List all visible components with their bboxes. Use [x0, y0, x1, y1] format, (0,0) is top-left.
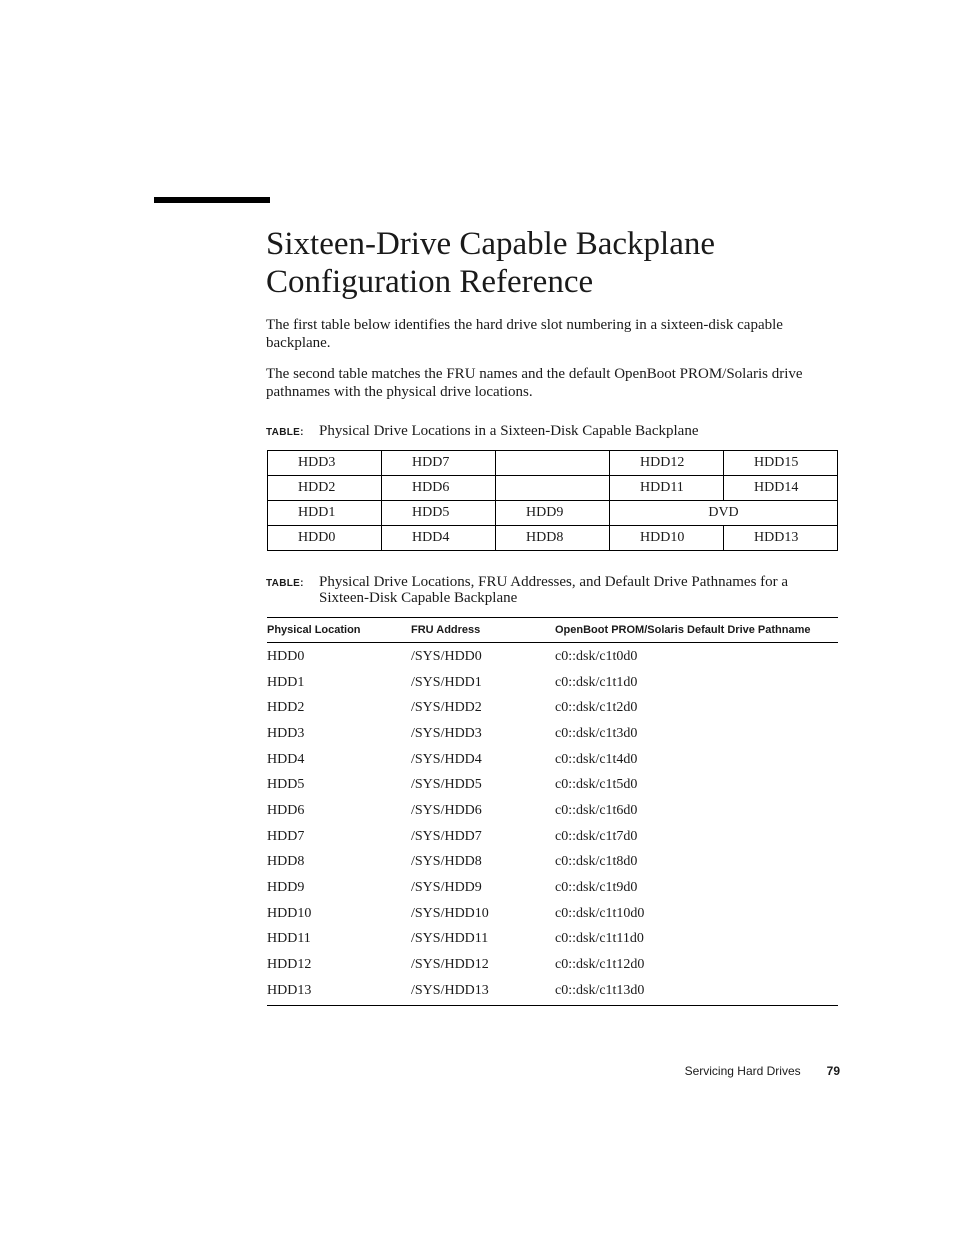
grid-row	[268, 501, 838, 526]
grid-cell: HDD10	[610, 526, 724, 551]
grid-cell: HDD2	[268, 476, 382, 501]
fru-address-cell: /SYS/HDD4	[411, 751, 482, 767]
table2-caption	[266, 574, 838, 606]
table-row	[267, 721, 838, 747]
grid-row	[268, 526, 838, 551]
table-row	[267, 978, 838, 1004]
drive-pathname-cell: c0::dsk/c1t11d0	[555, 931, 644, 947]
drive-pathname-cell: c0::dsk/c1t0d0	[555, 648, 638, 664]
fru-address-cell: /SYS/HDD12	[411, 957, 489, 973]
grid-row	[268, 451, 838, 476]
physical-location-cell: HDD13	[267, 982, 312, 998]
table-row	[267, 875, 838, 901]
fru-address-cell: /SYS/HDD5	[411, 777, 482, 793]
physical-location-cell: HDD5	[267, 777, 305, 793]
table-row	[267, 952, 838, 978]
grid-cell	[496, 451, 610, 476]
header-drive-pathname: OpenBoot PROM/Solaris Default Drive Pathname	[555, 624, 811, 636]
drive-location-grid	[267, 450, 838, 551]
drive-pathname-cell: c0::dsk/c1t8d0	[555, 854, 638, 870]
table-row	[267, 772, 838, 798]
drive-pathname-cell: c0::dsk/c1t6d0	[555, 802, 638, 818]
physical-location-cell: HDD10	[267, 905, 312, 921]
page-title: Sixteen-Drive Capable Backplane Configuration Reference	[266, 226, 715, 300]
grid-cell: HDD4	[382, 526, 496, 551]
fru-address-cell: /SYS/HDD0	[411, 648, 482, 664]
table-row	[267, 695, 838, 721]
table2-caption-label: TABLE:	[266, 578, 304, 589]
table-row	[267, 798, 838, 824]
grid-cell: HDD7	[382, 451, 496, 476]
grid-row	[268, 476, 838, 501]
fru-address-cell: /SYS/HDD10	[411, 905, 489, 921]
grid-cell: HDD1	[268, 501, 382, 526]
table-header	[267, 618, 838, 643]
page-number: 79	[826, 1064, 840, 1078]
physical-location-cell: HDD4	[267, 751, 305, 767]
drive-pathname-cell: c0::dsk/c1t9d0	[555, 880, 638, 896]
physical-location-cell: HDD6	[267, 802, 305, 818]
fru-address-cell: /SYS/HDD13	[411, 982, 489, 998]
grid-cell: HDD8	[496, 526, 610, 551]
table-row	[267, 670, 838, 696]
physical-location-cell: HDD3	[267, 725, 305, 741]
grid-cell: HDD9	[496, 501, 610, 526]
fru-address-cell: /SYS/HDD11	[411, 931, 489, 947]
drive-pathname-cell: c0::dsk/c1t4d0	[555, 751, 638, 767]
physical-location-cell: HDD12	[267, 957, 312, 973]
fru-address-cell: /SYS/HDD9	[411, 880, 482, 896]
physical-location-cell: HDD11	[267, 931, 311, 947]
fru-address-cell: /SYS/HDD8	[411, 854, 482, 870]
fru-address-cell: /SYS/HDD6	[411, 802, 482, 818]
grid-cell: HDD14	[724, 476, 838, 501]
grid-cell: HDD6	[382, 476, 496, 501]
table2-caption-text: Physical Drive Locations, FRU Addresses, and Default Drive Pathnames for a Sixteen-Disk Capable Backplane	[319, 574, 789, 606]
fru-address-cell: /SYS/HDD3	[411, 725, 482, 741]
page-footer	[685, 1064, 840, 1078]
fru-address-cell: /SYS/HDD2	[411, 700, 482, 716]
physical-location-cell: HDD1	[267, 674, 305, 690]
grid-cell: HDD0	[268, 526, 382, 551]
intro-paragraph-1: The first table below identifies the hard drive slot numbering in a sixteen-disk capable backplane.	[266, 317, 783, 351]
drive-pathname-cell: c0::dsk/c1t2d0	[555, 700, 638, 716]
grid-cell: HDD5	[382, 501, 496, 526]
table1-caption-text: Physical Drive Locations in a Sixteen-Disk Capable Backplane	[319, 423, 699, 439]
physical-location-cell: HDD7	[267, 828, 305, 844]
grid-cell: HDD11	[610, 476, 724, 501]
table-row	[267, 850, 838, 876]
physical-location-cell: HDD2	[267, 700, 305, 716]
drive-pathname-table	[267, 617, 838, 1006]
table-row	[267, 824, 838, 850]
table-row	[267, 644, 838, 670]
grid-cell: HDD15	[724, 451, 838, 476]
grid-cell: HDD12	[610, 451, 724, 476]
physical-location-cell: HDD8	[267, 854, 305, 870]
footer-section-title: Servicing Hard Drives	[684, 1064, 801, 1078]
table-row	[267, 927, 838, 953]
table1-caption-label: TABLE:	[266, 427, 304, 438]
intro-paragraph-2: The second table matches the FRU names and the default OpenBoot PROM/Solaris drive pathnames with the physical drive locations.	[266, 366, 803, 400]
fru-address-cell: /SYS/HDD1	[411, 674, 482, 690]
physical-location-cell: HDD9	[267, 880, 305, 896]
grid-cell	[496, 476, 610, 501]
physical-location-cell: HDD0	[267, 648, 305, 664]
header-physical-location: Physical Location	[267, 624, 361, 636]
fru-address-cell: /SYS/HDD7	[411, 828, 482, 844]
header-fru-address: FRU Address	[411, 624, 481, 636]
grid-cell: HDD13	[724, 526, 838, 551]
table1-caption	[266, 423, 838, 441]
drive-pathname-cell: c0::dsk/c1t7d0	[555, 828, 638, 844]
drive-pathname-cell: c0::dsk/c1t1d0	[555, 674, 638, 690]
drive-pathname-cell: c0::dsk/c1t10d0	[555, 905, 645, 921]
drive-pathname-cell: c0::dsk/c1t5d0	[555, 777, 638, 793]
table-row	[267, 901, 838, 927]
grid-cell: HDD3	[268, 451, 382, 476]
table-row	[267, 747, 838, 773]
chapter-rule	[154, 197, 270, 203]
drive-pathname-cell: c0::dsk/c1t12d0	[555, 957, 645, 973]
drive-pathname-cell: c0::dsk/c1t3d0	[555, 725, 638, 741]
grid-cell-dvd: DVD	[610, 501, 838, 526]
drive-pathname-cell: c0::dsk/c1t13d0	[555, 982, 645, 998]
table-body	[267, 643, 838, 1005]
